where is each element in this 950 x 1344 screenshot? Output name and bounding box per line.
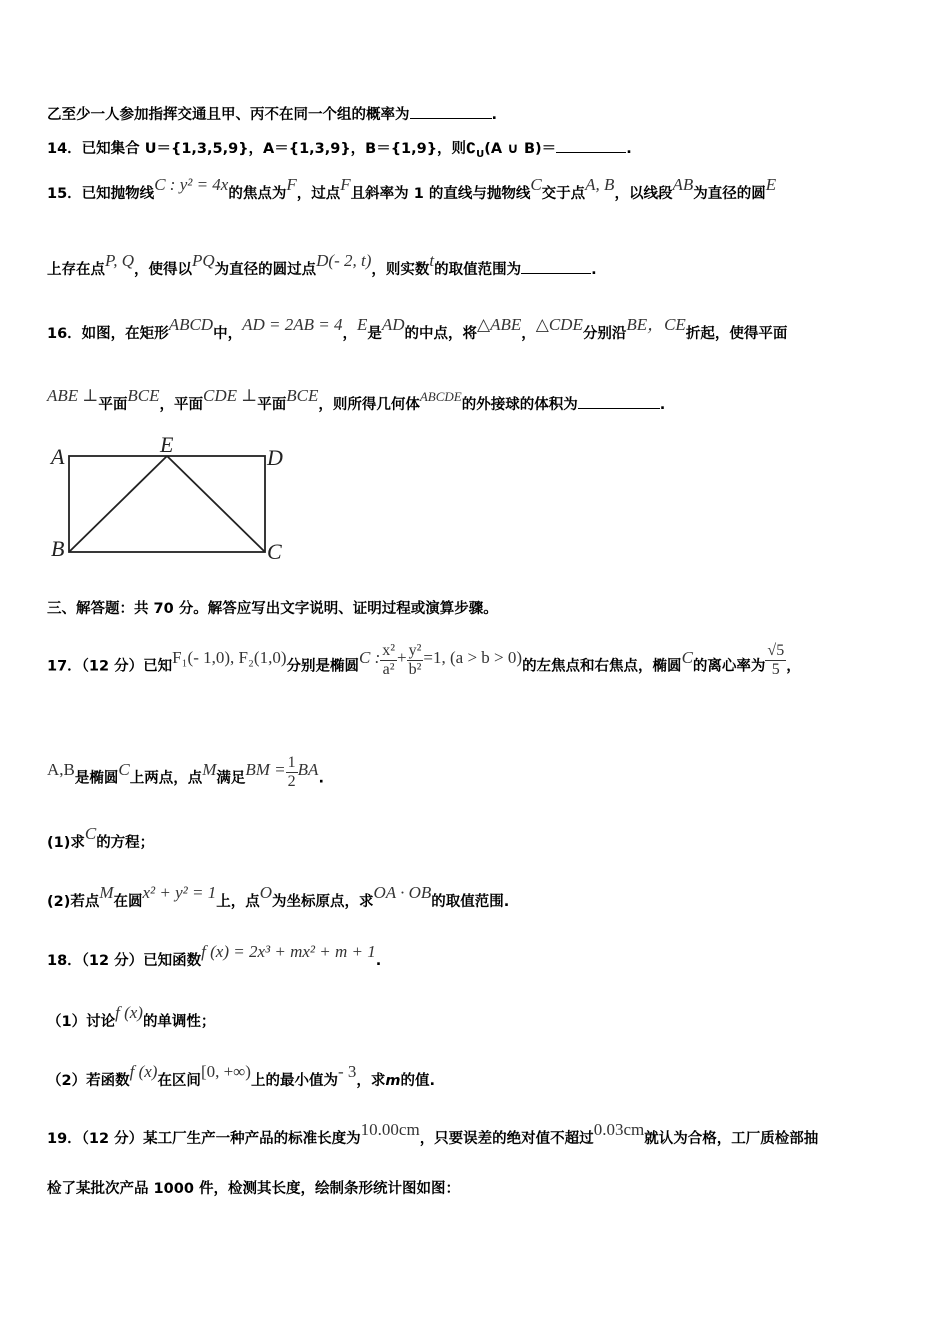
q15-l2p1: 上存在点 [47, 262, 105, 278]
answer-blank[interactable] [521, 272, 591, 274]
q17-dot: OA · OB [373, 883, 432, 902]
q18-s2p2: 在区间 [157, 1073, 201, 1089]
label-e: E [160, 432, 174, 457]
q15-p6: ，以线段 [614, 186, 673, 202]
q15-p5: 交于点 [541, 186, 586, 202]
q13-tail-line [47, 103, 497, 124]
q17-sub2 [47, 883, 510, 911]
q19-p1: 19．（12 分）某工厂生产一种产品的标准长度为 [47, 1131, 361, 1147]
q17-foci: F₁(- 1,0), F₂(1,0) [172, 647, 287, 667]
q19-p3: 就认为合格，工厂质检部抽 [644, 1131, 819, 1147]
q17-s2p2: 在圆 [113, 894, 143, 910]
period: . [491, 107, 498, 123]
label-a: A [51, 444, 65, 469]
segment-eb [69, 456, 167, 552]
q16-abcde: ABCDE [419, 389, 462, 404]
q15-ab: A, B [585, 175, 615, 194]
q17-line2 [47, 754, 324, 797]
q17-bm: BM = [245, 759, 286, 779]
plus: + [397, 647, 407, 667]
period: . [659, 397, 666, 413]
q16-line1 [47, 315, 788, 343]
frac-sqrt5-5 [765, 642, 786, 679]
period: . [626, 141, 632, 157]
frac-den: 2 [287, 773, 296, 790]
frac-den: a² [382, 661, 395, 678]
q15-d: D(- 2, t) [316, 251, 372, 270]
q17-l2p2: 上两点，点 [129, 770, 203, 787]
q15-t: t [429, 251, 435, 270]
rectangle-abcd [69, 456, 265, 552]
answer-blank[interactable] [578, 407, 660, 409]
q15-parabola: C : y² = 4x [154, 175, 229, 194]
section3-text: 三、解答题：共 70 分。解答应写出文字说明、证明过程或演算步骤。 [47, 601, 498, 617]
q13-text: 乙至少一人参加指挥交通且甲、丙不在同一个组的概率为 [47, 107, 410, 123]
frac-den: b² [408, 661, 422, 678]
frac-x2-a2 [380, 642, 397, 679]
q16-p4: 是 [367, 326, 382, 342]
q15-c: C [530, 175, 542, 194]
q16-l2p5: 的外接球的体积为 [461, 397, 578, 413]
q18-s2p5: 的值. [400, 1073, 436, 1089]
q17-c: C : [358, 647, 381, 667]
q17-s1-c: C [84, 824, 97, 843]
q18-s2p4: ，求 [356, 1073, 386, 1089]
q17-p1: 17．（12 分）已知 [47, 658, 173, 675]
rectangle-figure [47, 432, 297, 564]
q14-text2: (A ∪ B)＝ [484, 141, 557, 157]
q17-s2p4: 为坐标原点，求 [272, 894, 374, 910]
q19-p2: ，只要误差的绝对值不超过 [419, 1131, 594, 1147]
q18-min: - 3 [337, 1062, 357, 1081]
label-d: D [267, 445, 283, 470]
q14-text: 14．已知集合 U＝{1,3,5,9}，A＝{1,3,9}，B＝{1,9}，则∁ [47, 141, 477, 157]
q17-m: M [202, 759, 217, 779]
q16-p6: ， [521, 326, 536, 342]
answer-blank[interactable] [556, 151, 626, 153]
q17-s2p1: (2)若点 [47, 894, 100, 910]
q17-ba: BA [297, 759, 319, 779]
q17-p5: ， [786, 658, 801, 675]
q17-sub1 [47, 824, 155, 852]
q17-s2p5: 的取值范围. [431, 894, 510, 910]
q18-s2p3: 上的最小值为 [250, 1073, 338, 1089]
q15-p1: 15．已知抛物线 [47, 186, 155, 202]
q17-s1p1: (1)求 [47, 835, 85, 851]
period: . [591, 262, 597, 278]
q17-l2p1: 是椭圆 [74, 770, 119, 787]
q18-function: f (x) = 2x³ + mx² + m + 1 [201, 942, 376, 961]
q15-l2p5: 的取值范围为 [434, 262, 522, 278]
q17-p4: 的离心率为 [692, 658, 766, 675]
q17-c3: C [118, 759, 130, 779]
q18-line [47, 942, 382, 970]
q15-p2: 的焦点为 [228, 186, 287, 202]
q16-l2p4: ，则所得几何体 [318, 397, 420, 413]
frac-num: √5 [767, 642, 785, 659]
q18-fx: f (x) [115, 1003, 143, 1022]
q16-bce2: BCE [286, 386, 319, 405]
q17-p3: 的左焦点和右焦点，椭圆 [522, 658, 682, 675]
q17-o: O [259, 883, 273, 902]
q16-l2p3: 平面 [257, 397, 287, 413]
q18-p1: 18．（12 分）已知函数 [47, 953, 202, 969]
q15-l2p3: 为直径的圆过点 [214, 262, 317, 278]
q16-l2p1: 平面 [98, 397, 128, 413]
q18-sub2 [47, 1062, 436, 1090]
q16-p3: ， [342, 326, 357, 342]
q16-be-ce: BE，CE [626, 315, 686, 334]
frac-num: x² [382, 642, 396, 659]
q16-ad2: AD [381, 315, 405, 334]
q16-abe-perp: ABE ⊥ [47, 386, 99, 405]
q18-m: m [385, 1073, 401, 1089]
q16-cde-perp: CDE ⊥ [203, 386, 258, 405]
frac-num: 1 [287, 754, 296, 771]
q16-l2p2: ，平面 [159, 397, 203, 413]
q16-abe: △ABE [477, 315, 522, 334]
q16-p2: 中， [213, 326, 243, 342]
q14-line [47, 137, 632, 160]
q15-l2p4: ，则实数 [371, 262, 430, 278]
q16-line2 [47, 386, 666, 414]
q17-s2p3: 上，点 [216, 894, 260, 910]
q17-p2: 分别是椭圆 [286, 658, 359, 675]
frac-num: y² [408, 642, 422, 659]
q16-p7: 分别沿 [582, 326, 627, 342]
q16-ad: AD = 2AB = 4 [242, 315, 343, 334]
q16-bce: BCE [127, 386, 160, 405]
q18-s2p1: （2）若函数 [47, 1073, 130, 1089]
q16-e: E [356, 315, 368, 334]
q19-line2 [47, 1177, 460, 1198]
label-c: C [267, 539, 282, 564]
q15-line1 [47, 175, 777, 203]
q16-abcd: ABCD [168, 315, 214, 334]
q19-line1 [47, 1120, 819, 1148]
q16-p1: 16．如图，在矩形 [47, 326, 169, 342]
q19-tolerance: 0.03cm [593, 1120, 645, 1139]
q15-l2p2: ，使得以 [133, 262, 192, 278]
q16-cde: △CDE [535, 315, 583, 334]
q14-sub: U [476, 148, 485, 160]
frac-half [286, 754, 298, 791]
q19-l2: 检了某批次产品 1000 件，检测其长度，绘制条形统计图如图： [47, 1181, 460, 1197]
answer-blank[interactable] [410, 117, 492, 119]
q18-interval: [0, +∞) [200, 1062, 251, 1081]
q15-p7: 为直径的圆 [693, 186, 766, 202]
q17-l2p3: 满足 [216, 770, 246, 787]
q15-pq: P, Q [105, 251, 134, 270]
q17-s1p2: 的方程； [96, 835, 155, 851]
q15-p4: 且斜率为 1 的直线与抛物线 [350, 186, 531, 202]
q17-circle: x² + y² = 1 [142, 883, 217, 902]
q15-f: F [286, 175, 297, 194]
q19-length: 10.00cm [360, 1120, 420, 1139]
frac-y2-b2 [407, 642, 424, 679]
section3-heading [47, 597, 498, 618]
q18-fx2: f (x) [129, 1062, 158, 1081]
q17-c2: C [681, 647, 693, 667]
q17-ab: A,B [47, 759, 75, 779]
period: . [318, 770, 324, 787]
q17-line1 [47, 642, 801, 685]
q15-p3: ，过点 [296, 186, 341, 202]
period: . [375, 953, 382, 969]
q18-s1p1: （1）讨论 [47, 1014, 116, 1030]
q15-pq2: PQ [191, 251, 215, 270]
q15-f2: F [340, 175, 351, 194]
frac-den: 5 [771, 661, 780, 678]
segment-ec [167, 456, 265, 552]
q15-e: E [765, 175, 777, 194]
q15-line2 [47, 251, 597, 279]
label-b: B [51, 536, 65, 561]
q17-s2-m: M [99, 883, 114, 902]
q16-p8: 折起，使得平面 [685, 326, 788, 342]
q18-sub1 [47, 1003, 216, 1031]
q15-ab2: AB [672, 175, 694, 194]
q16-p5: 的中点，将 [404, 326, 478, 342]
q17-cond: =1, (a > b > 0) [423, 647, 523, 667]
q18-s1p2: 的单调性； [142, 1014, 216, 1030]
